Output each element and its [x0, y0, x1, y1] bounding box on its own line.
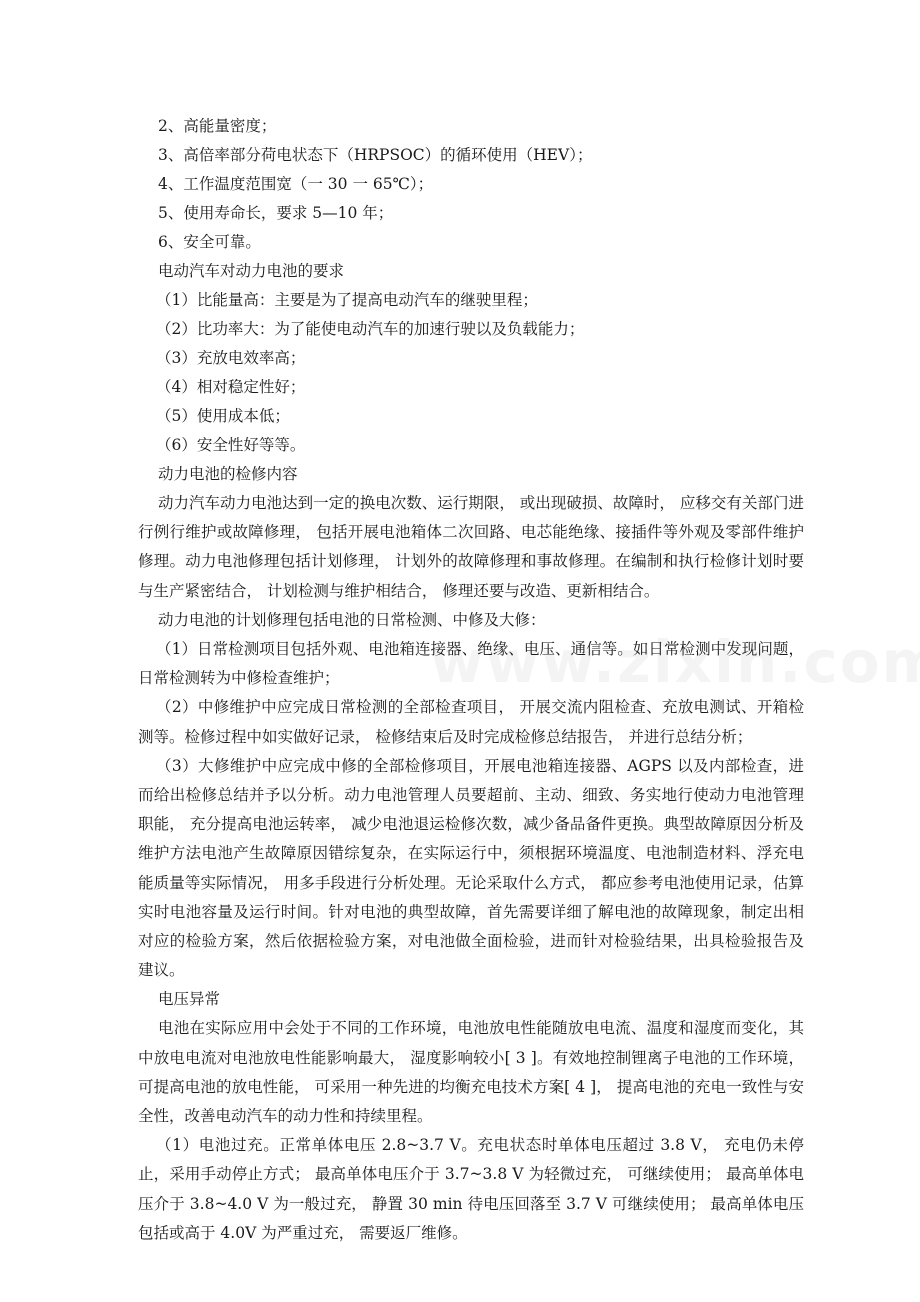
- document-body: [138, 112, 804, 1248]
- list-item: 6、安全可靠。: [158, 233, 261, 251]
- section-heading-maintenance: 动力电池的检修内容: [158, 465, 298, 483]
- paragraph-medium-repair: （2）中修维护中应完成日常检测的全部检查项目， 开展交流内阻检查、充放电测试、开箱检测等。检修过程中如实做好记录， 检修结束后及时完成检修总结报告， 并进行总结分析；: [138, 698, 804, 746]
- paragraph-voltage: 电池在实际应用中会处于不同的工作环境，电池放电性能随放电电流、温度和湿度而变化，其中放电电流对电池放电性能影响最大， 湿度影响较小[ 3 ]。有效地控制锂离子电池的工作环境， 可提高电池的放电性能， 可采用一种先进的均衡充电技术方案[ 4 ]， 提高电池的充电一致性与安全性，改善电动汽车的动力性和持续里程。: [138, 1019, 804, 1126]
- list-item: 4、工作温度范围宽（一 30 一 65℃）；: [158, 175, 434, 193]
- paragraph-maintenance: 动力汽车动力电池达到一定的换电次数、运行期限， 或出现破损、故障时， 应移交有关部门进行例行维护或故障修理， 包括开展电池箱体二次回路、电芯能绝缘、接插件等外观及零部件维护修理。动力电池修理包括计划修理， 计划外的故障修理和事故修理。在编制和执行检修计划时要与生产紧密结合， 计划检测与维护相结合， 修理还要与改造、更新相结合。: [138, 494, 804, 600]
- list-item: （2）比功率大：为了能使电动汽车的加速行驶以及负载能力；: [156, 320, 585, 338]
- list-item: （5）使用成本低；: [156, 407, 290, 425]
- list-item: （1）比能量高：主要是为了提高电动汽车的继驶里程；: [156, 291, 538, 309]
- list-item: 3、高倍率部分荷电状态下（HRPSOC）的循环使用（HEV）；: [158, 146, 593, 164]
- paragraph-overcharge: （1）电池过充。正常单体电压 2.8~3.7 V。充电状态时单体电压超过 3.8 V， 充电仍未停止，采用手动停止方式； 最高单体电压介于 3.7~3.8 V 为轻微过充， 可继续使用； 最高单体电压介于 3.8~4.0 V 为一般过充， 静置 30 min 待电压回落至 3.7 V 可继续使用； 最高单体电压包括或高于 4.0V 为严重过充， 需要返厂维修。: [138, 1136, 804, 1242]
- paragraph-plan: 动力电池的计划修理包括电池的日常检测、中修及大修：: [158, 610, 546, 629]
- list-item: （4）相对稳定性好；: [156, 378, 306, 396]
- list-item: （6）安全性好等等。: [156, 436, 306, 454]
- paragraph-daily-check: （1）日常检测项目包括外观、电池箱连接器、绝缘、电压、通信等。如日常检测中发现问题， 日常检测转为中修检查维护；: [138, 640, 804, 688]
- list-item: （3）充放电效率高；: [156, 349, 306, 367]
- section-heading-voltage: 电压异常: [158, 990, 221, 1009]
- section-heading-requirements: 电动汽车对动力电池的要求: [158, 262, 345, 280]
- list-item: 5、使用寿命长，要求 5—10 年；: [158, 204, 394, 222]
- paragraph-major-repair: （3）大修维护中应完成中修的全部检修项目，开展电池箱连接器、AGPS 以及内部检查，进而给出检修总结并予以分析。动力电池管理人员要超前、主动、细致、务实地行使动力电池管理职能， 充分提高电池运转率， 减少电池退运检修次数，减少备品备件更换。典型故障原因分析及维护方法电池产生故障原因错综复杂，在实际运行中，须根据环境温度、电池制造材料、浮充电能质量等实际情况， 用多手段进行分析处理。无论采取什么方式， 都应参考电池使用记录，估算实时电池容量及运行时间。针对电池的典型故障，首先需要详细了解电池的故障现象，制定出相对应的检验方案，然后依据检验方案，对电池做全面检验，进而针对检验结果，出具检验报告及建议。: [138, 756, 804, 980]
- list-item: 2、高能量密度；: [158, 117, 277, 135]
